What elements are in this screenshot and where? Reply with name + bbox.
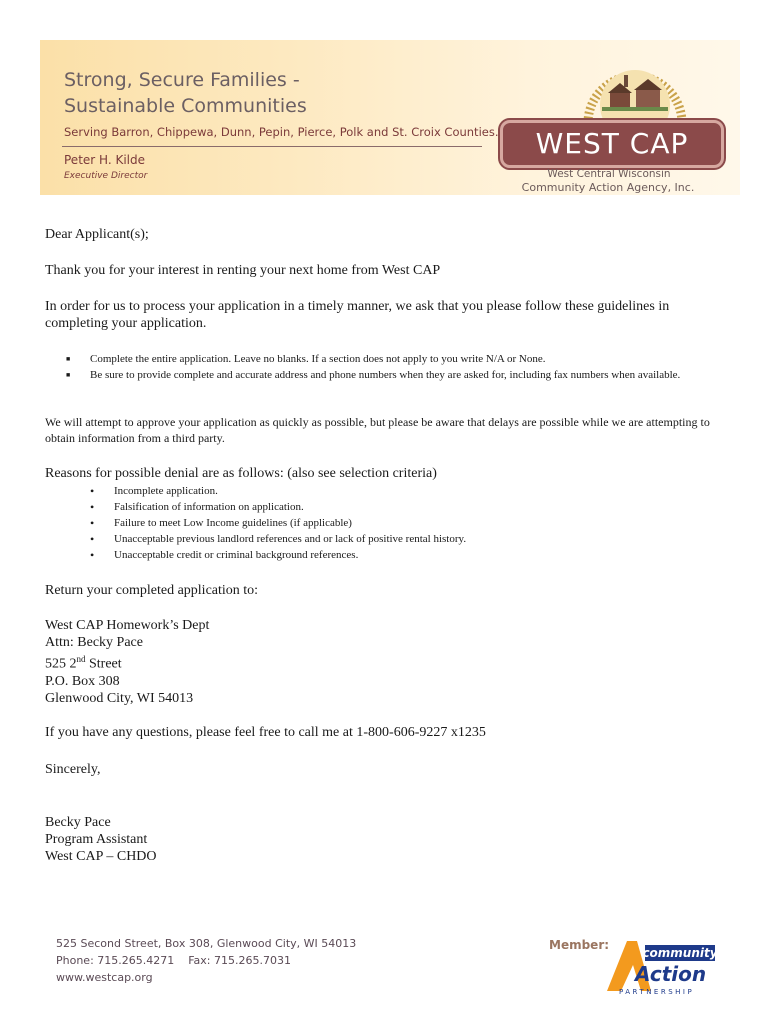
- approval-paragraph: We will attempt to approve your application as quickly as possible, but please be aware that delays are possible while we are attempting to obtain information from a third party.: [45, 415, 710, 445]
- list-item: • Falsification of information on application.: [90, 499, 690, 515]
- signature-title: Program Assistant: [45, 832, 148, 847]
- tagline-line1: Strong, Secure Families -: [64, 69, 300, 91]
- list-item: ■ Be sure to provide complete and accurate address and phone numbers when they are asked for, including fax numbers when available.: [66, 367, 730, 383]
- mailing-address: [45, 617, 209, 707]
- guidelines-list: [66, 351, 730, 383]
- signature-block: [45, 814, 157, 865]
- address-line: 525 2nd Street: [45, 654, 122, 672]
- tagline: [64, 67, 307, 119]
- partner-word-community: community: [642, 946, 718, 960]
- questions-paragraph: If you have any questions, please feel free to call me at 1-800-606-9227 x1235: [45, 725, 486, 740]
- list-item: • Failure to meet Low Income guidelines (if applicable): [90, 515, 690, 531]
- partner-word-partnership: PARTNERSHIP: [619, 988, 695, 996]
- intro-paragraph: In order for us to process your application in a timely manner, we ask that you please follow these guidelines in completing your application.: [45, 299, 670, 331]
- list-item: • Unacceptable credit or criminal background references.: [90, 547, 690, 563]
- address-line: Glenwood City, WI 54013: [45, 690, 194, 706]
- header-rule: [62, 146, 482, 147]
- brand-logo: [500, 120, 724, 168]
- list-item: ■ Complete the entire application. Leave no blanks. If a section does not apply to you write N/A or None.: [66, 351, 730, 367]
- director-title: Executive Director: [64, 171, 148, 181]
- address-line: West CAP Homework’s Dept: [45, 618, 210, 633]
- member-label: Member:: [549, 938, 610, 952]
- signature-name: Becky Pace: [45, 815, 111, 830]
- address-line: P.O. Box 308: [45, 673, 120, 689]
- footer-website[interactable]: www.westcap.org: [56, 971, 153, 984]
- tagline-line2: Sustainable Communities: [64, 95, 307, 117]
- brand-subtitle-1: West Central Wisconsin: [547, 168, 671, 180]
- denial-heading: Reasons for possible denial are as follows: (also see selection criteria): [45, 466, 437, 481]
- community-action-partnership-logo: [603, 935, 718, 997]
- community-emblem-icon: [580, 45, 690, 125]
- list-item: • Incomplete application.: [90, 483, 690, 499]
- signature-org: West CAP – CHDO: [45, 849, 157, 864]
- brand-subtitle-2: Community Action Agency, Inc.: [521, 181, 695, 194]
- partner-word-action: Action: [635, 962, 707, 986]
- footer-phone-fax: Phone: 715.265.4271 Fax: 715.265.7031: [56, 954, 291, 967]
- denial-reasons-list: [90, 483, 690, 563]
- director-name: Peter H. Kilde: [64, 153, 146, 167]
- closing: Sincerely,: [45, 762, 101, 777]
- thanks-paragraph: Thank you for your interest in renting your next home from West CAP: [45, 263, 441, 278]
- address-line: Attn: Becky Pace: [45, 635, 143, 650]
- brand-name: WEST CAP: [535, 127, 689, 160]
- salutation: Dear Applicant(s);: [45, 227, 149, 242]
- footer-address: 525 Second Street, Box 308, Glenwood City, WI 54013: [56, 937, 357, 950]
- letterhead: [40, 40, 740, 195]
- list-item: • Unacceptable previous landlord references and or lack of positive rental history.: [90, 531, 690, 547]
- return-heading: Return your completed application to:: [45, 583, 259, 598]
- serving-counties: Serving Barron, Chippewa, Dunn, Pepin, Pierce, Polk and St. Croix Counties.: [64, 125, 499, 139]
- footer-contact: [56, 935, 356, 986]
